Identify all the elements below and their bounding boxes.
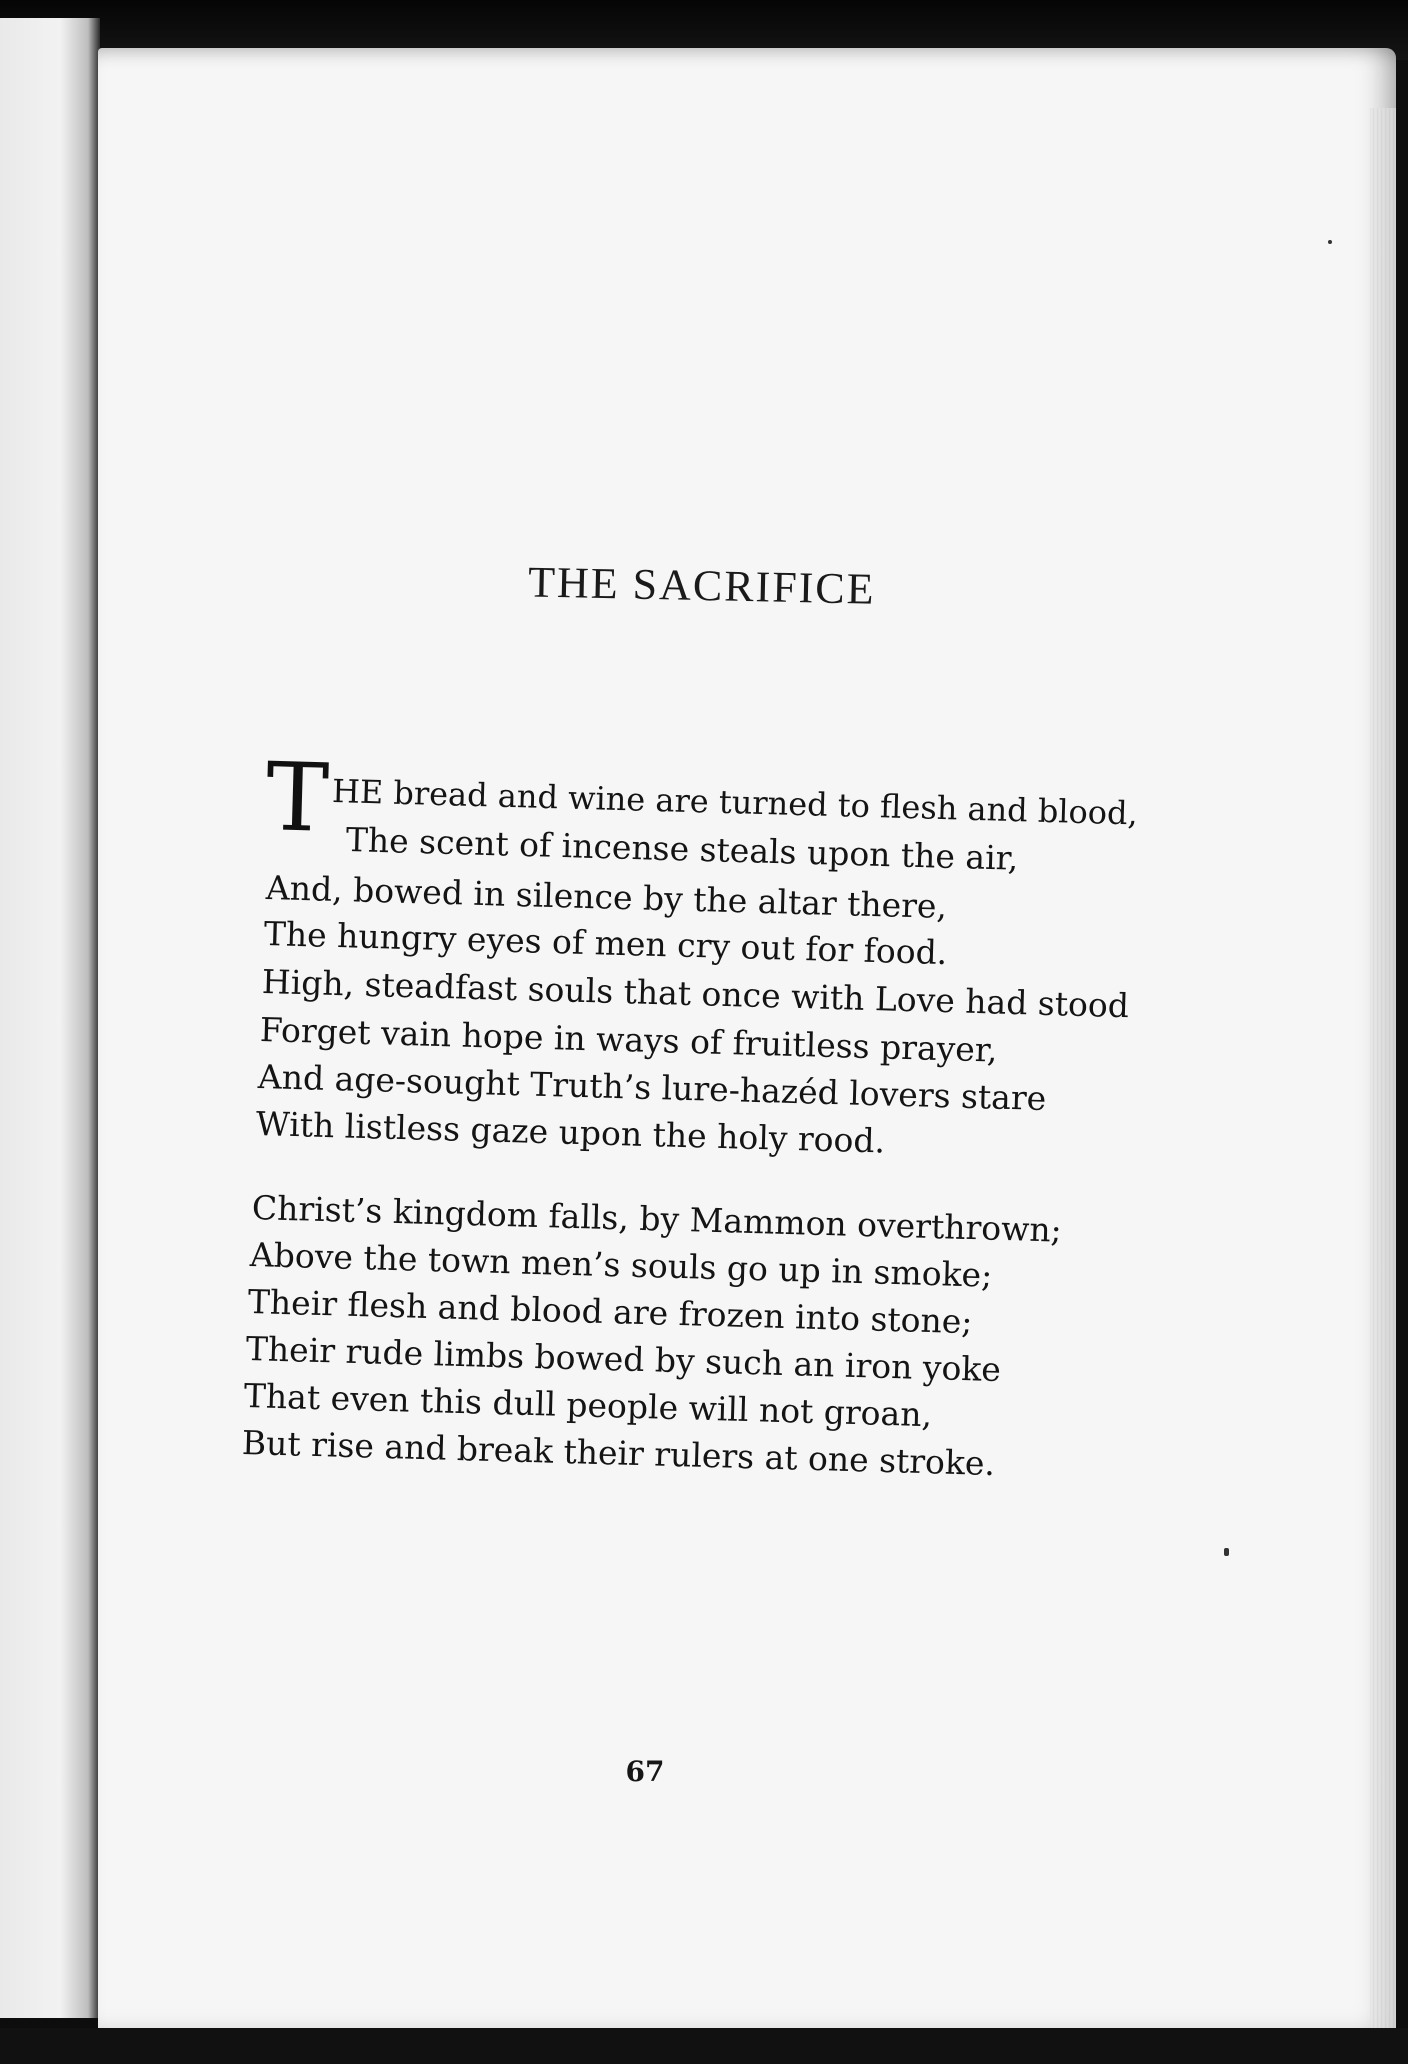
dust-speck	[1328, 240, 1332, 244]
poem-line: Above the town men’s souls go up in smoke;	[249, 1235, 993, 1295]
poem-line: High, steadfast souls that once with Love had stood	[261, 962, 1130, 1026]
drop-cap: T	[264, 743, 331, 854]
page-number: 67	[625, 1755, 665, 1788]
poem-title: THE SACRIFICE	[527, 557, 877, 614]
poem-line: Their rude limbs bowed by such an iron yoke	[245, 1329, 1002, 1390]
poem-line: But rise and break their rulers at one stroke.	[241, 1423, 996, 1484]
poem-line: The scent of incense steals upon the air,	[345, 820, 1019, 878]
poem-line: Christ’s kingdom falls, by Mammon overthrown;	[251, 1188, 1063, 1250]
poem-line: Their flesh and blood are frozen into stone;	[247, 1282, 974, 1342]
poem-line: HE bread and wine are turned to flesh and blood,	[331, 772, 1139, 833]
poem-line: And, bowed in silence by the altar there,	[265, 868, 948, 927]
poem-line: With listless gaze upon the holy rood.	[255, 1104, 886, 1161]
dust-speck	[1224, 1548, 1229, 1556]
poem-line: The hungry eyes of men cry out for food.	[263, 914, 948, 973]
poem-line: That even this dull people will not groan,	[243, 1376, 933, 1435]
poem-line: Forget vain hope in ways of fruitless prayer,	[259, 1010, 999, 1070]
poem-line: And age-sought Truth’s lure-hazéd lovers stare	[257, 1057, 1047, 1119]
